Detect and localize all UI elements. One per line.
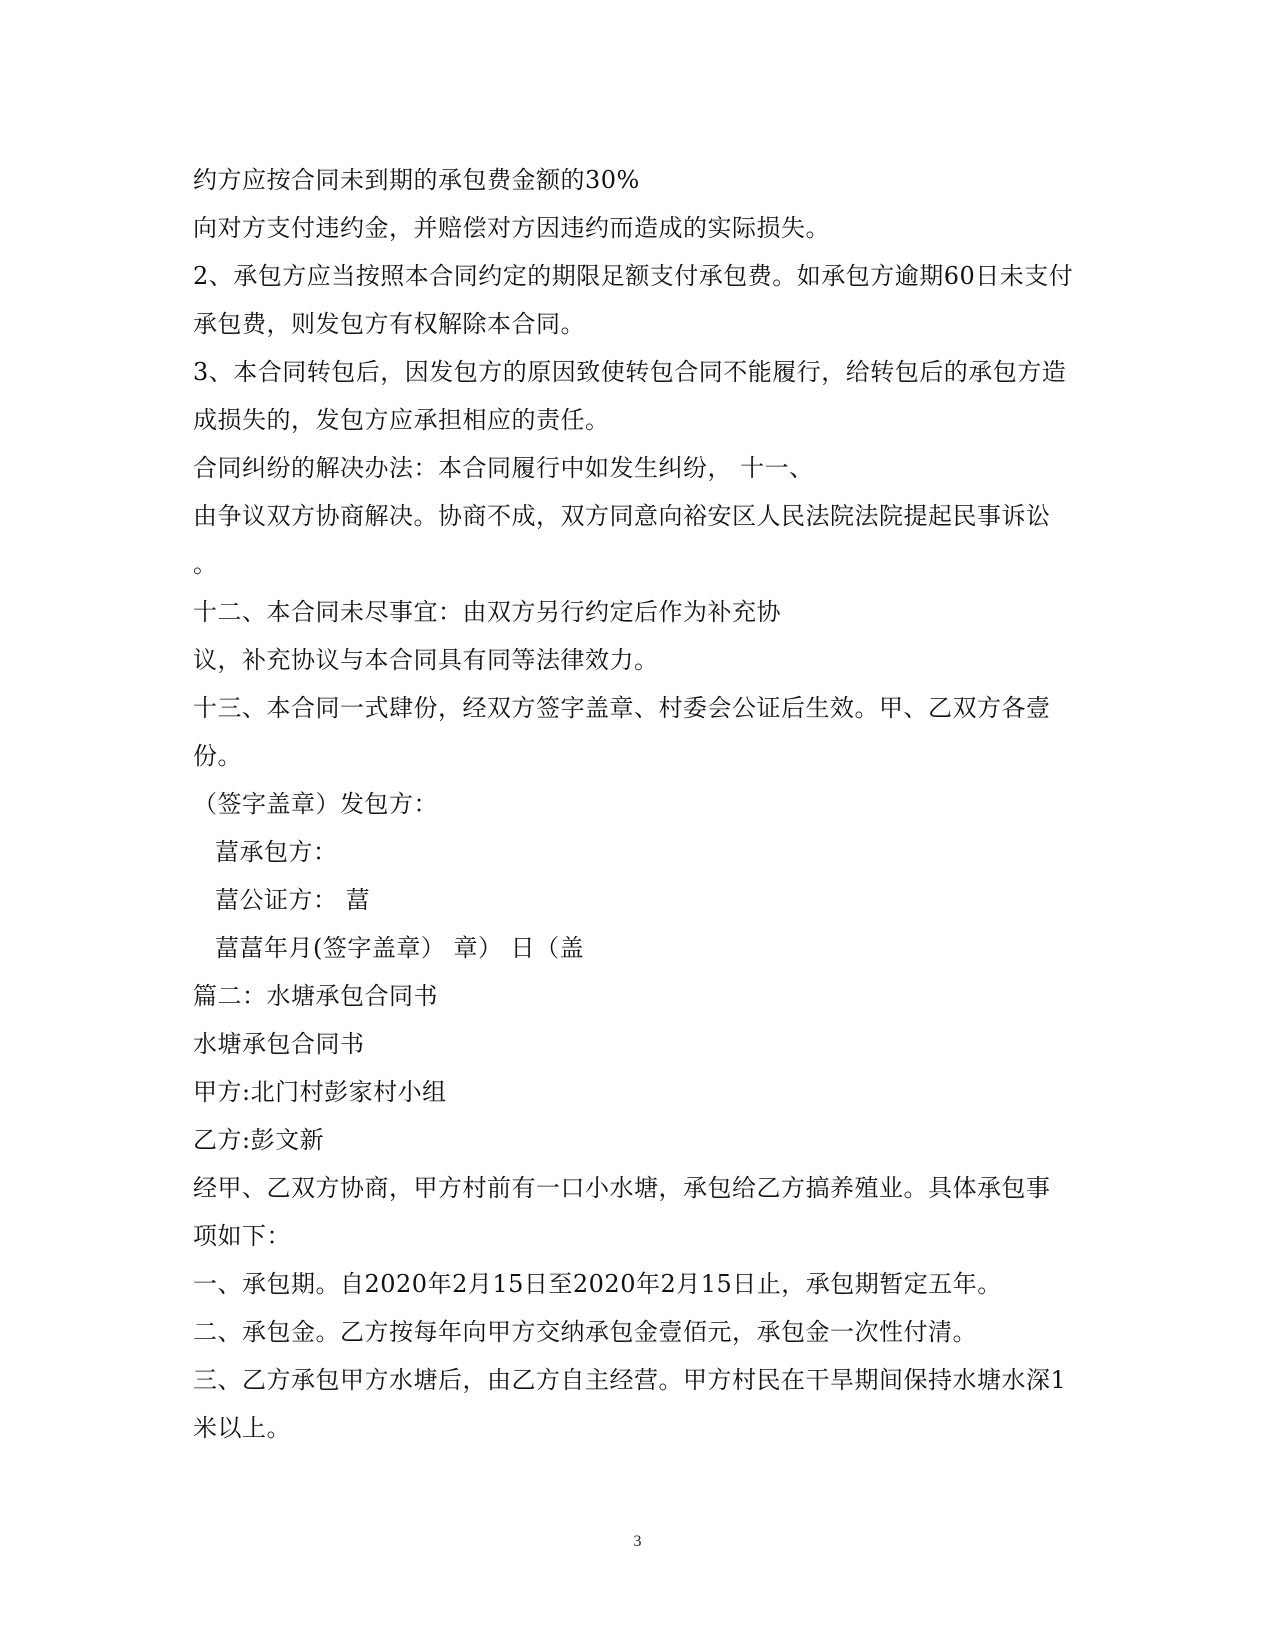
text-line-9: 。 — [193, 550, 218, 578]
clause-2-line: 二、承包金。乙方按每年向甲方交纳承包金壹佰元，承包金一次性付清。 — [193, 1318, 977, 1346]
signature-line-notary: 葍公证方： 葍 — [215, 886, 371, 914]
text-line-5: 3、本合同转包后，因发包方的原因致使转包合同不能履行，给转包后的承包方造 — [193, 358, 1067, 386]
text-line-7: 合同纠纷的解决办法：本合同履行中如发生纠纷， 十一、 — [193, 454, 814, 482]
section-heading: 篇二：水塘承包合同书 — [193, 982, 438, 1010]
text-line-3: 2、承包方应当按照本合同约定的期限足额支付承包费。如承包方逾期60日未支付 — [193, 262, 1074, 290]
page-number: 3 — [633, 1533, 642, 1550]
text-line-1: 约方应按合同未到期的承包费金额的30% — [193, 166, 640, 194]
text-line-8: 由争议双方协商解决。协商不成，双方同意向裕安区人民法院法院提起民事诉讼 — [193, 502, 1051, 530]
clause-1-line: 一、承包期。自2020年2月15日至2020年2月15日止，承包期暂定五年。 — [193, 1270, 1002, 1298]
party-b-line: 乙方:彭文新 — [193, 1126, 325, 1154]
document-body — [193, 156, 1073, 1452]
contract-title: 水塘承包合同书 — [193, 1030, 365, 1058]
text-line-12: 十三、本合同一式肆份，经双方签字盖章、村委会公证后生效。甲、乙双方各壹 — [193, 694, 1051, 722]
text-line-4: 承包费，则发包方有权解除本合同。 — [193, 310, 585, 338]
text-line-10: 十二、本合同未尽事宜：由双方另行约定后作为补充协 — [193, 598, 781, 626]
signature-line-contractee: 葍承包方： — [215, 838, 338, 866]
signature-line-date: 葍葍年月(签字盖章） 章） 日（盖 — [215, 934, 585, 962]
text-line-23: 项如下： — [193, 1222, 291, 1250]
text-line-27: 米以上。 — [193, 1414, 291, 1442]
text-line-6: 成损失的，发包方应承担相应的责任。 — [193, 406, 610, 434]
text-line-11: 议，补充协议与本合同具有同等法律效力。 — [193, 646, 659, 674]
text-line-22: 经甲、乙双方协商，甲方村前有一口小水塘，承包给乙方搞养殖业。具体承包事 — [193, 1174, 1051, 1202]
party-a-line: 甲方:北门村彭家村小组 — [193, 1078, 447, 1106]
text-line-2: 向对方支付违约金，并赔偿对方因违约而造成的实际损失。 — [193, 214, 830, 242]
clause-3-line: 三、乙方承包甲方水塘后，由乙方自主经营。甲方村民在干旱期间保持水塘水深1 — [193, 1366, 1067, 1394]
signature-line-contractor: （签字盖章）发包方： — [193, 790, 438, 818]
text-line-13: 份。 — [193, 742, 242, 770]
